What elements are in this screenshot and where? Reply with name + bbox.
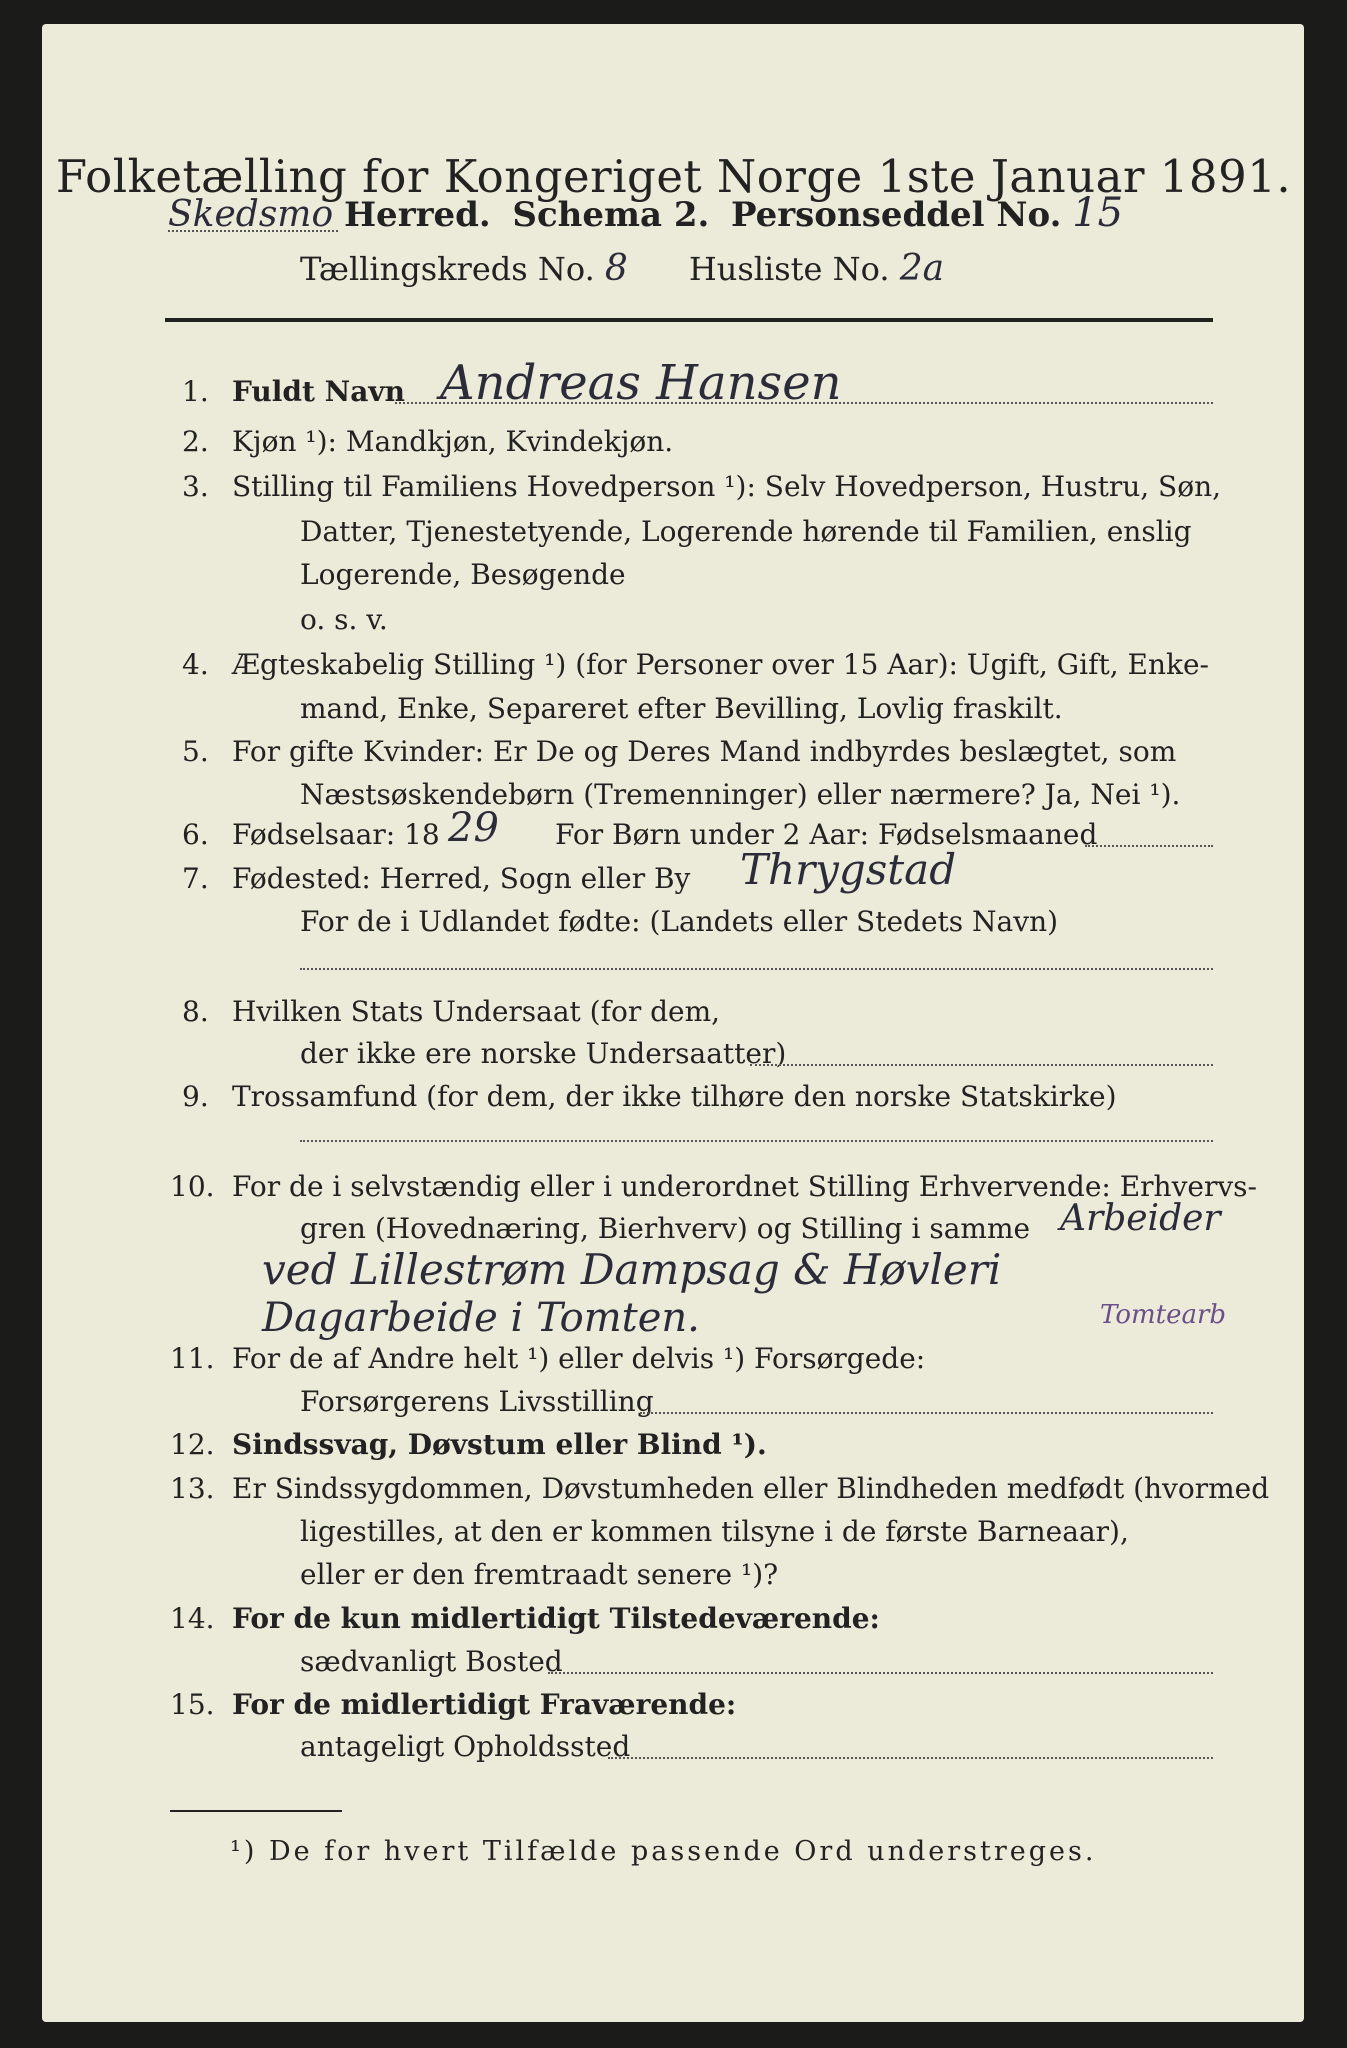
kreds-handwritten: 8: [604, 248, 628, 289]
item-15-text-2: antageligt Opholdssted: [300, 1730, 631, 1763]
item-11-text: For de af Andre helt ¹) eller delvis ¹) Forsørgede:: [232, 1342, 926, 1375]
husliste-label: Husliste No.: [688, 250, 890, 288]
item-10-handwritten-4: Tomtearb: [1100, 1300, 1227, 1330]
item-8-dots: [750, 1064, 1213, 1066]
item-7-text-2: For de i Udlandet fødte: (Landets eller Stedets Navn): [300, 905, 1059, 938]
item-13-text-3: eller er den fremtraadt senere ¹)?: [300, 1558, 779, 1591]
footnote-rule: [170, 1810, 342, 1812]
item-number: 1.: [182, 375, 209, 408]
item-number: 14.: [170, 1602, 215, 1635]
item-8-text: Hvilken Stats Undersaat (for dem,: [232, 995, 721, 1028]
item-10-text: For de i selvstændig eller i underordnet Stilling Erhvervende: Erhvervs-: [232, 1170, 1258, 1203]
item-8-text-2: der ikke ere norske Undersaatter): [300, 1037, 787, 1070]
item-3-text-4: o. s. v.: [300, 603, 388, 636]
item-number: 4.: [182, 648, 209, 681]
footnote: ¹) De for hvert Tilfælde passende Ord understreges.: [230, 1836, 1097, 1867]
personseddel-label: Personseddel No.: [730, 195, 1062, 235]
item-15-dots: [608, 1757, 1213, 1759]
item-number: 15.: [170, 1688, 215, 1721]
kreds-label: Tællingskreds No.: [300, 250, 595, 288]
item-1-handwritten: Andreas Hansen: [440, 355, 842, 411]
item-14-text-2: sædvanligt Bosted: [300, 1645, 563, 1678]
item-number: 5.: [182, 735, 209, 768]
item-6-handwritten: 29: [448, 805, 499, 851]
header-rule: [165, 318, 1213, 322]
item-13-text: Er Sindssygdommen, Døvstumheden eller Blindheden medfødt (hvormed: [232, 1472, 1270, 1505]
item-10-text-2: gren (Hovednæring, Bierhverv) og Stilling i samme: [300, 1212, 1031, 1245]
item-6-text: Fødselsaar: 18: [232, 818, 440, 851]
husliste-handwritten: 2a: [899, 248, 945, 289]
item-7-dots: [300, 968, 1213, 970]
item-15-text: For de midlertidigt Fraværende:: [232, 1688, 737, 1721]
item-14-text: For de kun midlertidigt Tilstedeværende:: [232, 1602, 880, 1635]
item-9-dots: [300, 1140, 1213, 1142]
item-3-text-3: Logerende, Besøgende: [300, 558, 626, 591]
item-4-text-2: mand, Enke, Separeret efter Bevilling, Lovlig fraskilt.: [300, 692, 1063, 725]
item-13-text-2: ligestilles, at den er kommen tilsyne i de første Barneaar),: [300, 1515, 1129, 1548]
item-number: 8.: [182, 995, 209, 1028]
item-6-text-2: For Børn under 2 Aar: Fødselsmaaned: [555, 818, 1098, 851]
item-3-text: Stilling til Familiens Hovedperson ¹): Selv Hovedperson, Hustru, Søn,: [232, 470, 1222, 503]
item-3-text-2: Datter, Tjenestetyende, Logerende hørende til Familien, enslig: [300, 515, 1192, 548]
personseddel-handwritten: 15: [1072, 190, 1124, 236]
item-number: 6.: [182, 818, 209, 851]
item-6-dots: [1085, 845, 1213, 847]
item-number: 13.: [170, 1472, 215, 1505]
item-10-handwritten: Arbeider: [1060, 1198, 1221, 1239]
item-number: 11.: [170, 1342, 215, 1375]
item-10-handwritten-3: Dagarbeide i Tomten.: [262, 1295, 700, 1341]
schema-label: Schema 2.: [512, 195, 710, 235]
herred-handwritten: Skedsmo: [168, 194, 334, 235]
item-10-handwritten-2: ved Lillestrøm Dampsag & Høvleri: [262, 1245, 1002, 1294]
item-11-text-2: Forsørgerens Livsstilling: [300, 1385, 654, 1418]
item-5-text-2: Næstsøskendebørn (Tremenninger) eller nærmere? Ja, Nei ¹).: [300, 778, 1181, 811]
item-4-text: Ægteskabelig Stilling ¹) (for Personer over 15 Aar): Ugift, Gift, Enke-: [232, 648, 1209, 681]
item-12-text: Sindssvag, Døvstum eller Blind ¹).: [232, 1428, 767, 1461]
item-7-handwritten: Thrygstad: [740, 845, 957, 894]
item-1-dots: [395, 402, 1213, 404]
item-7-text: Fødested: Herred, Sogn eller By: [232, 862, 691, 895]
item-number: 12.: [170, 1428, 215, 1461]
item-1-label: Fuldt Navn: [232, 375, 406, 408]
item-number: 7.: [182, 862, 209, 895]
item-2-text: Kjøn ¹): Mandkjøn, Kvindekjøn.: [232, 425, 674, 458]
item-number: 3.: [182, 470, 209, 503]
item-5-text: For gifte Kvinder: Er De og Deres Mand indbyrdes beslægtet, som: [232, 735, 1177, 768]
item-number: 10.: [170, 1170, 215, 1203]
item-14-dots: [548, 1672, 1213, 1674]
item-9-text: Trossamfund (for dem, der ikke tilhøre den norske Statskirke): [232, 1080, 1117, 1113]
item-number: 2.: [182, 425, 209, 458]
herred-label: Herred.: [343, 195, 491, 235]
item-11-dots: [640, 1412, 1213, 1414]
item-number: 9.: [182, 1080, 209, 1113]
header-row-kreds: [300, 248, 944, 289]
form-title: Folketælling for Kongeriget Norge 1ste Januar 1891.: [55, 150, 1292, 203]
herred-dots: [168, 230, 338, 232]
